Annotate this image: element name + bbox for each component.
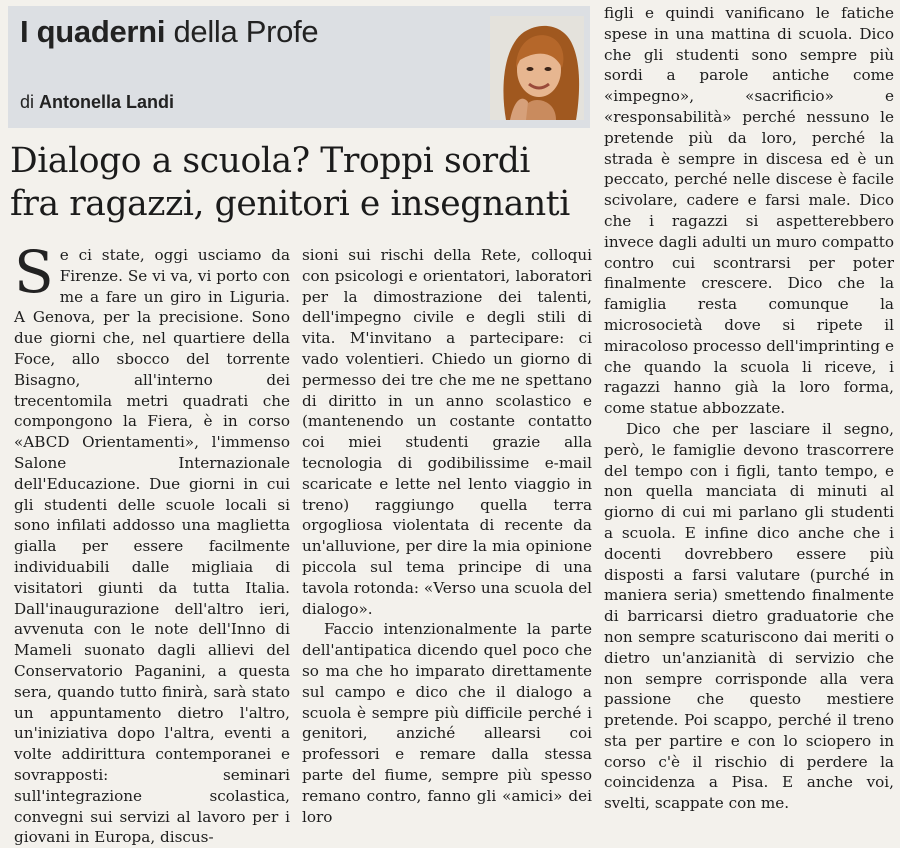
paragraph: Dico che per lasciare il segno, però, le famiglie devono trascorrere del tempo con i figli, tanto tempo, e non quella manciata di minuti al giorno di cui mi parlano gli studenti a scuola. E infine dico anche che i docenti dovrebbero essere più disposti a farsi valutare (purché in maniera seria) smettendo finalmente di barricarsi dietro graduatorie che non sempre scaturiscono dai meriti o dietro un'anzianità di servizio che non sempre corrisponde alla vera passione che questo mestiere pretende. Poi scappo, perché il treno sta per partire e con lo sciopero in corso c'è il rischio di perdere la coincidenza a Pisa. E anche voi, svelti, scappate con me.: [604, 419, 894, 813]
headline-line-2: fra ragazzi, genitori e insegnanti: [10, 184, 570, 224]
column-title: [20, 14, 318, 50]
column-title-bold: I quaderni: [20, 14, 166, 49]
paragraph: sioni sui rischi della Rete, colloqui con psicologi e orientatori, laboratori per la dimostrazione dei talenti, dell'impegno civile e degli stili di vita. M'invitano a partecipare: ci vado volentieri. Chiedo un giorno di permesso dei tre che me ne spettano di diritto in un anno scolastico e (mantenendo un costante contatto coi miei studenti grazie alla tecnologia di godibilissime e-mail scaricate e lette nel lento viaggio in treno) raggiungo quella terra orgogliosa violentata di recente da un'alluvione, per dire la mia opinione piccola sul tema principe di una tavola rotonda: «Verso una scuola del dialogo».: [302, 246, 592, 618]
byline-prefix: di: [20, 92, 35, 112]
paragraph-text: e ci state, oggi usciamo da Firenze. Se vi va, vi porto con me a fare un giro in Liguria. A Genova, per la precisione. Sono due giorni che, nel quartiere della Foce, allo sbocco del torrente Bisagno, all'interno dei trecentomila metri quadrati che compongono la Fiera, è in corso «ABCD Orientamenti», l'immenso Salone Internazionale dell'Educazione. Due giorni in cui gli studenti delle scuole locali si sono infilati addosso una maglietta gialla per essere facilmente individuabili dalle migliaia di visitatori giunti da tutta Italia. Dall'inaugurazione dell'altro ieri, avvenuta con le note dell'Inno di Mameli suonato dagli allievi del Conservatorio Paganini, a questa sera, quando tutto finirà, sarà stato un appuntamento dietro l'altro, un'iniziativa dopo l'altra, eventi a volte addirittura contemporanei e sovrapposti: seminari sull'integrazione scolastica, convegni sui servizi al lavoro per i giovani in Europa, discus-: [14, 246, 290, 847]
paragraph: figli e quindi vanificano le fatiche spese in una mattina di scuola. Dico che gli studenti sono sempre più sordi a parole antiche come «impegno», «sacrificio» e «responsabilità» perché nessuno le pretende più da loro, perché la strada è sempre in discesa ed è un peccato, perché nelle discese è facile scivolare, cadere e farsi male. Dico che i ragazzi si aspetterebbero invece dagli adulti un muro compatto contro cui scontrarsi per poter finalmente crescere. Dico che la famiglia resta comunque la microsocietà dove si ripete il miracoloso processo dell'imprinting e che quando la scuola li riceve, i ragazzi hanno già la loro forma, come statue abbozzate.: [604, 4, 894, 418]
author-portrait-icon: [490, 16, 584, 120]
article-column-1: [14, 238, 290, 848]
column-title-light: della Profe: [173, 14, 319, 49]
paragraph: [14, 238, 290, 848]
article-headline: [10, 140, 600, 226]
byline-author: Antonella Landi: [39, 92, 175, 112]
article-column-2: [302, 245, 592, 827]
headline-line-1: Dialogo a scuola? Troppi sordi: [10, 141, 531, 181]
article-column-3: [604, 3, 894, 814]
dropcap: S: [14, 238, 54, 306]
author-photo: [490, 16, 584, 120]
byline: [20, 92, 174, 113]
paragraph: Faccio intenzionalmente la parte dell'antipatica dicendo quel poco che so ma che ho imparato direttamente sul campo e dico che il dialogo a scuola è sempre più difficile perché i genitori, anziché allearsi coi professori e remare dalla stessa parte del fiume, sempre più spesso remano contro, fanno gli «amici» dei loro: [302, 620, 592, 826]
